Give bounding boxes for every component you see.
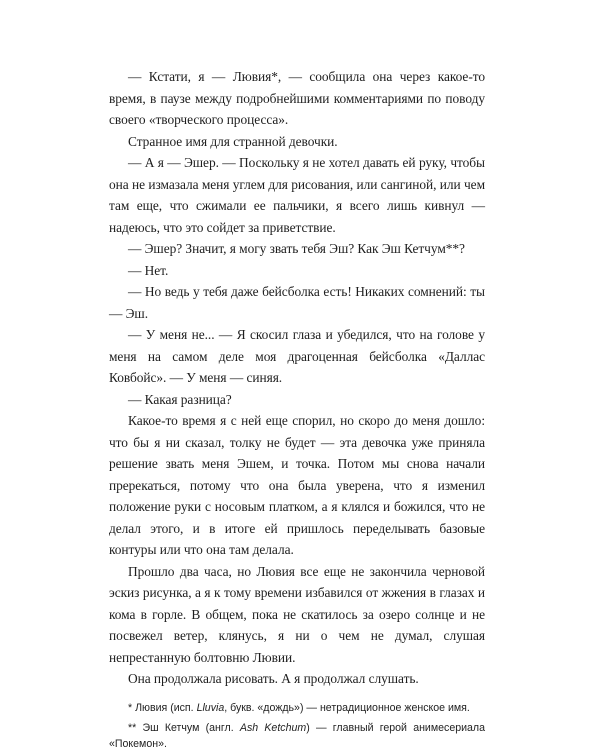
paragraph: Прошло два часа, но Лювия все еще не закончила черновой эскиз рисунка, а я к тому времени избавился от жжения в глазах и кома в горле. В общем, пока не скатилось за озеро солнце и не посвежел ветер, клянусь, я ни о чем не думал, слушая непрестанную болтовню Лювии. [109, 563, 485, 665]
footnote-text: , букв. «дождь») — нетрадиционное женское имя. [224, 701, 470, 714]
paragraph: — Нет. [128, 262, 169, 278]
paragraph: — Кстати, я — Лювия*, — сообщила она через какое-то время, в паузе между подробнейшими комментариями по поводу своего «творческого процесса». [109, 69, 485, 127]
footnote-ash-ketchum [109, 720, 485, 752]
paragraph: — У меня не... — Я скосил глаза и убедился, что на голове у меня на самом деле моя драгоценная бейсболка «Даллас Ковбойс». — У меня — синяя. [109, 327, 485, 385]
paragraph: — Эшер? Значит, я могу звать тебя Эш? Как Эш Кетчум**? [128, 241, 465, 256]
book-page [109, 66, 485, 756]
footnote-text: ** Эш Кетчум (англ. [128, 721, 240, 734]
paragraph: Странное имя для странной девочки. [128, 133, 338, 149]
footnote-text: * Лювия (исп. [128, 701, 197, 714]
paragraph: Какое-то время я с ней еще спорил, но скоро до меня дошло: что бы я ни сказал, толку не будет — эта девочка уже приняла решение звать меня Эшем, и точка. Потом мы снова начали пререкаться, потому что она была уверена, что я изменил положение руки с носовым платком, а я клялся и божился, что не делал этого, и в итоге ей пришлось переделывать базовые контуры или что она там делала. [109, 413, 485, 557]
paragraph: — Какая разница? [128, 391, 232, 407]
footnotes [109, 700, 485, 752]
footnote-text: ) — главный герой анимесериала «Покемон». [109, 721, 485, 750]
paragraph: Она продолжала рисовать. А я продолжал слушать. [128, 671, 419, 686]
footnote-lluvia [109, 700, 485, 716]
footnote-term: Ash Ketchum [239, 721, 307, 734]
paragraph: — Но ведь у тебя даже бейсболка есть! Никаких сомнений: ты — Эш. [109, 284, 485, 321]
paragraph: — А я — Эшер. — Поскольку я не хотел давать ей руку, чтобы она не измазала меня углем для рисования, или сангиной, или чем там еще, что сжимали ее пальчики, я всего лишь кивнул — надеюсь, что это сойдет за приветствие. [109, 155, 485, 235]
footnote-term: Lluvia [196, 701, 225, 714]
